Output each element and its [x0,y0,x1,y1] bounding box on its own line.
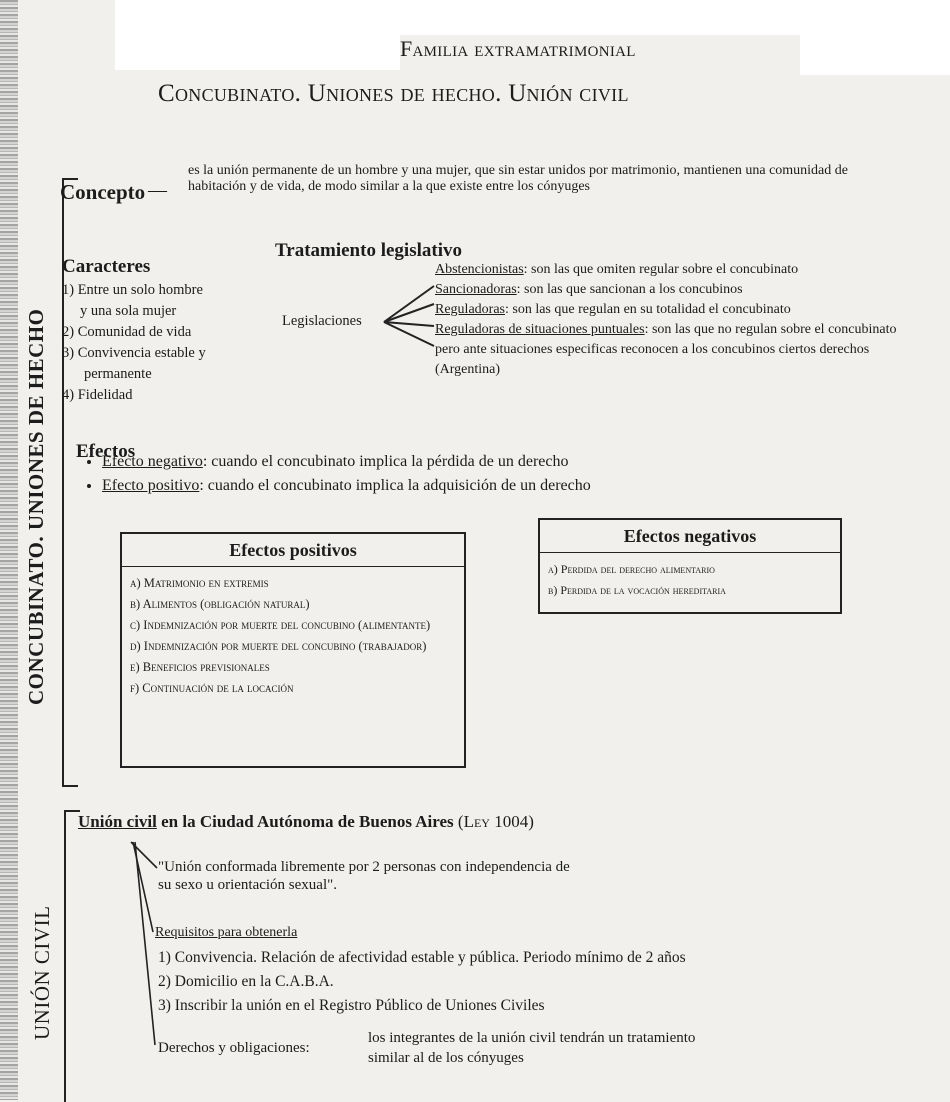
efecto-positivo-item: f) Continuación de la locación [130,681,294,695]
legislacion-item: Sancionadoras: son las que sancionan a los concubinos [435,282,743,297]
efecto-negativo-item: a) Perdida del derecho alimentario [548,562,715,576]
efectos-positivos-heading: Efectos positivos [122,534,464,567]
caracteres-item: 1) Entre un solo hombre [62,282,203,298]
efecto-item: • Efecto positivo: cuando el concubinato implica la adquisición de un derecho [102,474,880,498]
caracteres-list [62,280,262,406]
legislacion-item: Abstencionistas: son las que omiten regular sobre el concubinato [435,262,799,277]
concepto-text: es la unión permanente de un hombre y una mujer, que sin estar unidos por matrimonio, mantienen una comunidad de habitación y de vida, de modo similar a la que existe entre los cónyuges [188,163,848,194]
side-label-concubinato: CONCUBINATO. UNIONES DE HECHO [24,308,48,705]
page-subtitle: Familia extramatrimonial [400,36,636,61]
efecto-positivo-item: d) Indemnización por muerte del concubino (trabajador) [130,639,427,653]
union-civil-heading-rest: en la Ciudad Autónoma de Buenos Aires [156,812,458,831]
efecto-item: • Efecto negativo: cuando el concubinato implica la pérdida de un derecho [102,450,880,474]
efecto-negativo-item: b) Perdida de la vocación hereditaria [548,583,726,597]
legislacion-item: Reguladoras: son las que regulan en su totalidad el concubinato [435,302,791,317]
efecto-positivo-item: c) Indemnización por muerte del concubino (alimentante) [130,618,431,632]
union-civil-term: Unión civil [78,812,157,831]
requisitos-list [158,946,878,1018]
legislacion-item: Reguladoras de situaciones puntuales: son las que no regulan sobre el concubinato pero ante situaciones especificas reconocen a los concubinos ciertos derechos (Argentina) [435,322,897,377]
tratamiento-heading: Tratamiento legislativo [275,240,462,261]
side-label-union-civil: UNIÓN CIVIL [30,905,54,1040]
ley-reference: (Ley 1004) [457,812,534,831]
brace-line-2 [384,304,434,322]
legislaciones-list [435,260,900,380]
scan-white-patch-right [800,0,950,75]
legislaciones-label: Legislaciones [282,313,362,329]
efectos-heading: Efectos [76,441,136,462]
efectos-list [80,450,880,498]
caracteres-item: 3) Convivencia estable y [62,345,206,361]
caracteres-item: y una sola mujer [80,303,177,319]
concepto-dash: — [148,180,167,201]
scan-white-patch-left [115,0,400,70]
requisito-item: 2) Domicilio en la C.A.B.A. [158,973,334,990]
brace-line-1 [384,286,434,322]
caracteres-item: 2) Comunidad de vida [62,324,192,340]
legislaciones-brace-lines [380,280,440,360]
derechos-label: Derechos y obligaciones: [158,1040,310,1056]
union-civil-definition: "Unión conformada libremente por 2 personas con independencia de su sexo u orientación sexual". [158,859,570,893]
caracteres-item: permanente [84,366,152,382]
requisito-item: 1) Convivencia. Relación de afectividad estable y pública. Periodo mínimo de 2 años [158,949,686,966]
efecto-positivo-item: b) Alimentos (obligación natural) [130,597,310,611]
caracteres-heading: Caracteres [62,256,151,277]
efectos-negativos-box [538,518,842,614]
requisito-item: 3) Inscribir la unión en el Registro Público de Uniones Civiles [158,997,545,1014]
union-civil-bracket [64,810,80,1102]
efecto-positivo-item: a) Matrimonio en extremis [130,576,269,590]
concepto-label: Concepto [60,180,146,204]
scan-edge-texture [0,0,18,1100]
page-title: Concubinato. Uniones de hecho. Unión civil [158,80,629,107]
requisitos-heading: Requisitos para obtenerla [155,925,298,940]
efectos-positivos-box [120,532,466,768]
derechos-text: los integrantes de la unión civil tendrán un tratamiento similar al de los cónyuges [368,1030,696,1066]
caracteres-item: 4) Fidelidad [62,387,133,403]
union-civil-heading [78,812,534,832]
efectos-negativos-heading: Efectos negativos [540,520,840,553]
scan-white-patch-center [400,0,800,35]
efecto-positivo-item: e) Beneficios previsionales [130,660,270,674]
tree-line-derechos [135,842,155,1045]
